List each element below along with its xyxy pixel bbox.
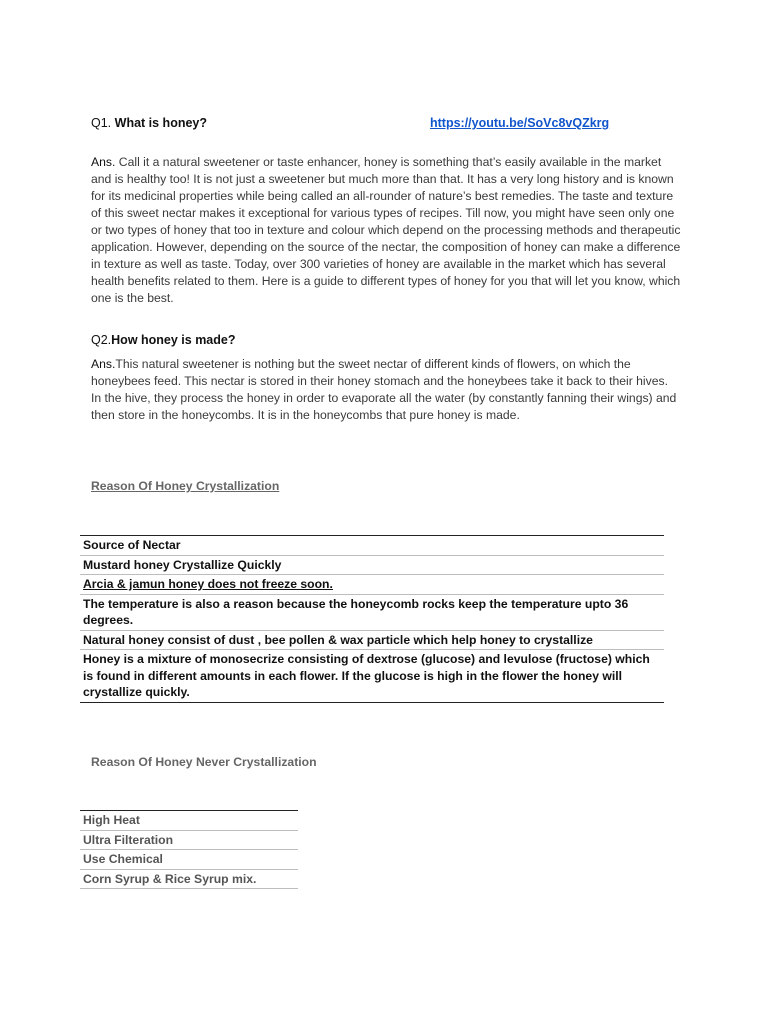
- question-2-text: How honey is made?: [111, 333, 236, 347]
- answer-1: [91, 154, 681, 307]
- table-row: [80, 869, 298, 889]
- table-cell: Source of Nectar: [80, 536, 664, 556]
- table-row: [80, 850, 298, 870]
- answer-1-text: Call it a natural sweetener or taste enhancer, honey is something that’s easily available in the market and is healthy too! It is not just a sweetener but much more than that. It has a very long history and is known for its medicinal properties while being called an all-rounder of nature’s best remedies. The taste and texture of this sweet nectar makes it exceptional for various types of recipes. Till now, you might have seen only one or two types of honey that too in texture and colour which depend on the processing methods and therapeutic application. However, depending on the source of the nectar, the composition of honey can make a difference in texture as well as taste. Today, over 300 varieties of honey are available in the market which has several health benefits related to them. Here is a guide to different types of honey for you that will let you know, which one is the best.: [91, 155, 681, 305]
- question-2: [91, 333, 236, 347]
- table-row: [80, 650, 664, 703]
- table-row: [80, 830, 298, 850]
- never-crystallization-table: [80, 810, 298, 889]
- crystallization-table: [80, 535, 664, 703]
- youtube-link[interactable]: https://youtu.be/SoVc8vQZkrg: [430, 116, 610, 130]
- table-row: [80, 811, 298, 831]
- table-cell: Use Chemical: [80, 850, 298, 870]
- table-row: [80, 555, 664, 575]
- question-1-text: What is honey?: [114, 116, 208, 130]
- table-row: [80, 630, 664, 650]
- answer-2-lead: Ans.: [91, 357, 116, 371]
- table-cell: High Heat: [80, 811, 298, 831]
- question-2-number: Q2.: [91, 333, 112, 347]
- answer-1-lead: Ans.: [91, 155, 116, 169]
- table-cell: Corn Syrup & Rice Syrup mix.: [80, 869, 298, 889]
- never-crystallization-heading: Reason Of Honey Never Crystallization: [91, 755, 317, 769]
- table-row: [80, 594, 664, 630]
- crystallization-heading: Reason Of Honey Crystallization: [91, 479, 280, 493]
- answer-2: [91, 356, 681, 424]
- table-cell: The temperature is also a reason because the honeycomb rocks keep the temperature upto 36 degrees.: [80, 594, 664, 630]
- question-1-number: Q1.: [91, 116, 112, 130]
- table-cell: Arcia & jamun honey does not freeze soon.: [80, 575, 664, 595]
- table-row: [80, 575, 664, 595]
- question-1: [91, 116, 207, 130]
- table-cell: Natural honey consist of dust , bee pollen & wax particle which help honey to crystallize: [80, 630, 664, 650]
- table-cell: Honey is a mixture of monosecrize consisting of dextrose (glucose) and levulose (fructose) which is found in different amounts in each flower. If the glucose is high in the flower the honey will crystallize quickly.: [80, 650, 664, 703]
- table-row: [80, 536, 664, 556]
- table-cell: Ultra Filteration: [80, 830, 298, 850]
- table-cell: Mustard honey Crystallize Quickly: [80, 555, 664, 575]
- answer-2-text: This natural sweetener is nothing but the sweet nectar of different kinds of flowers, on which the honeybees feed. This nectar is stored in their honey stomach and the honeybees take it back to their hives. In the hive, they process the honey in order to evaporate all the water (by constantly fanning their wings) and then store in the honeycombs. It is in the honeycombs that pure honey is made.: [91, 357, 677, 422]
